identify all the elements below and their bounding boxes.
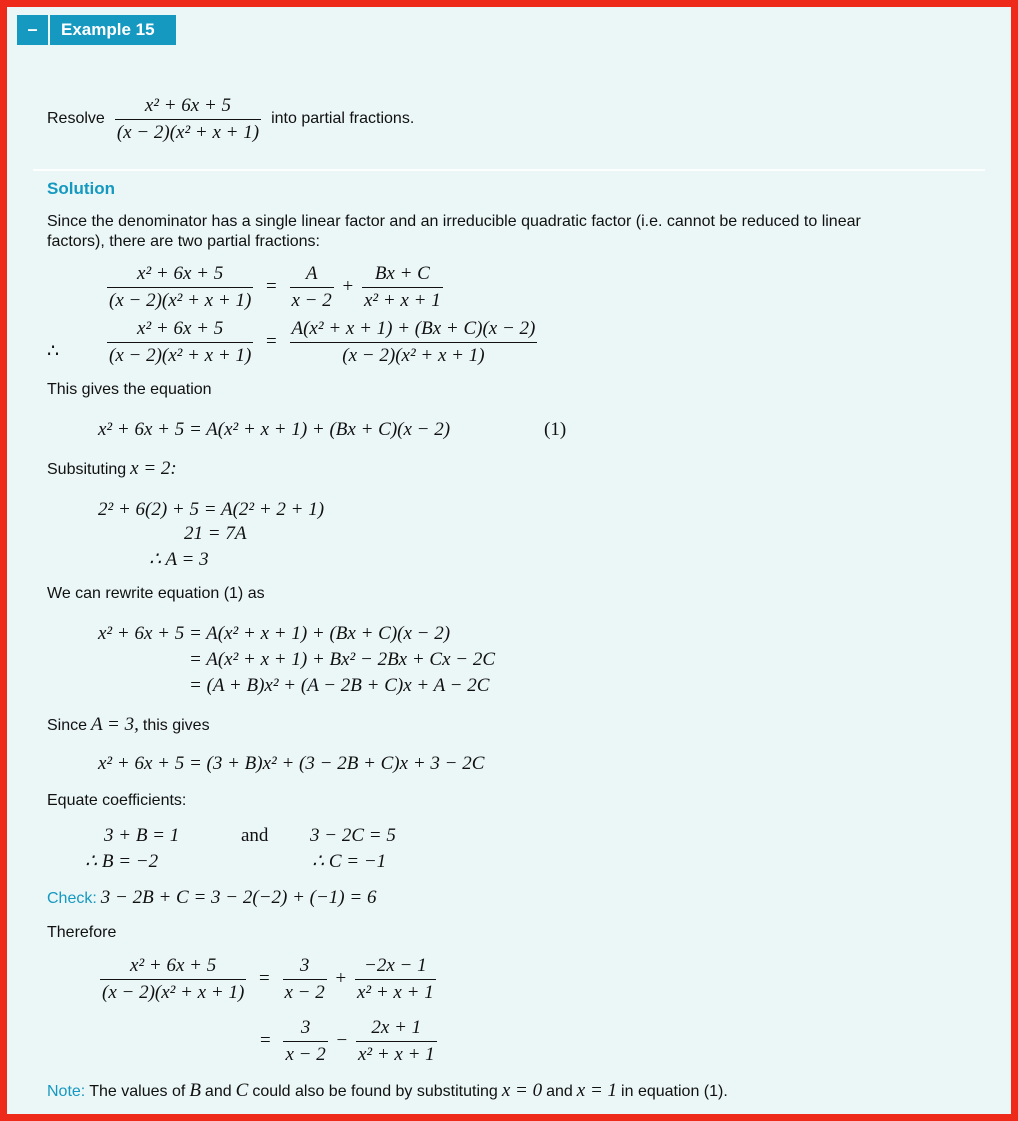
substitution-step-1: 2² + 6(2) + 5 = A(2² + 2 + 1): [98, 499, 325, 520]
equate-left-2: ∴ B = −2: [85, 851, 159, 872]
equation-1: x² + 6x + 5 = A(x² + x + 1) + (Bx + C)(x − 2): [98, 419, 451, 440]
rewrite-text: We can rewrite equation (1) as: [47, 585, 265, 602]
intro-text-line2: factors), there are two partial fractions:: [47, 233, 320, 250]
substitution-step-2: 21 = 7A: [184, 523, 247, 544]
collapse-toggle-button[interactable]: –: [17, 15, 48, 45]
divider: [33, 169, 985, 171]
equation-1-label: (1): [544, 419, 567, 440]
example-title: Example 15: [50, 15, 176, 45]
equate-right-2: ∴ C = −1: [312, 851, 387, 872]
therefore-symbol: ∴: [47, 341, 60, 362]
problem-fraction: $\frac{\text{x² + 6x + 5}}{\text{(x − 2)(x² + x + 1)}}$: [116, 95, 260, 143]
solution-heading: Solution: [47, 179, 115, 198]
final-result-line-1: $\frac{\text{x² + 6x + 5}}{\text{(x − 2)(x² + x + 1)}}$ = $\frac{3}{x - 2}$ + $\frac{-2x - 1}{\text{x² + x + 1}}$: [102, 955, 434, 1003]
substitution-step-3: ∴ A = 3: [149, 549, 209, 570]
rewrite-step-2: = A(x² + x + 1) + Bx² − 2Bx + Cx − 2C: [189, 649, 496, 670]
partial-fraction-setup: $\frac{\text{x² + 6x + 5}}{\text{(x − 2)(x² + x + 1)}}$ = $\frac{A}{x - 2}$ + $\frac{Bx + C}{\text{x² + x + 1}}$: [109, 263, 441, 311]
substitution-line: Subsituting x = 2:: [47, 458, 177, 479]
gives-text: This gives the equation: [47, 381, 212, 398]
note-line: Note: The values of B and C could also be found by substituting x = 0 and x = 1 in equation (1).: [47, 1080, 728, 1101]
problem-prefix: Resolve: [47, 110, 105, 128]
final-result-line-2: = $\frac{3}{x - 2}$ − $\frac{2x + 1}{\text{x² + x + 1}}$: [260, 1017, 435, 1065]
equate-right-1: 3 − 2C = 5: [310, 825, 396, 846]
problem-suffix: into partial fractions.: [271, 110, 415, 128]
therefore-text: Therefore: [47, 924, 117, 941]
rewrite-step-1: x² + 6x + 5 = A(x² + x + 1) + (Bx + C)(x − 2): [98, 623, 451, 644]
equate-left-1: 3 + B = 1: [104, 825, 180, 846]
equate-text: Equate coefficients:: [47, 792, 187, 809]
check-line: Check: 3 − 2B + C = 3 − 2(−2) + (−1) = 6: [47, 887, 377, 908]
combined-fraction: $\frac{\text{x² + 6x + 5}}{\text{(x − 2)(x² + x + 1)}}$ = $\frac{\text{A(x² + x + 1) + (Bx + C)(x − 2)}}{\text{(x − 2)(x² + x + 1)}}$: [109, 318, 536, 366]
intro-text-line1: Since the denominator has a single linear factor and an irreducible quadratic factor (i.e. cannot be reduced to linear: [47, 213, 861, 230]
problem-statement: [47, 95, 414, 144]
rewrite-step-3: = (A + B)x² + (A − 2B + C)x + A − 2C: [189, 675, 490, 696]
since-line: Since A = 3, this gives: [47, 714, 210, 735]
equate-and: and: [241, 825, 269, 846]
since-equation: x² + 6x + 5 = (3 + B)x² + (3 − 2B + C)x + 3 − 2C: [98, 753, 485, 774]
